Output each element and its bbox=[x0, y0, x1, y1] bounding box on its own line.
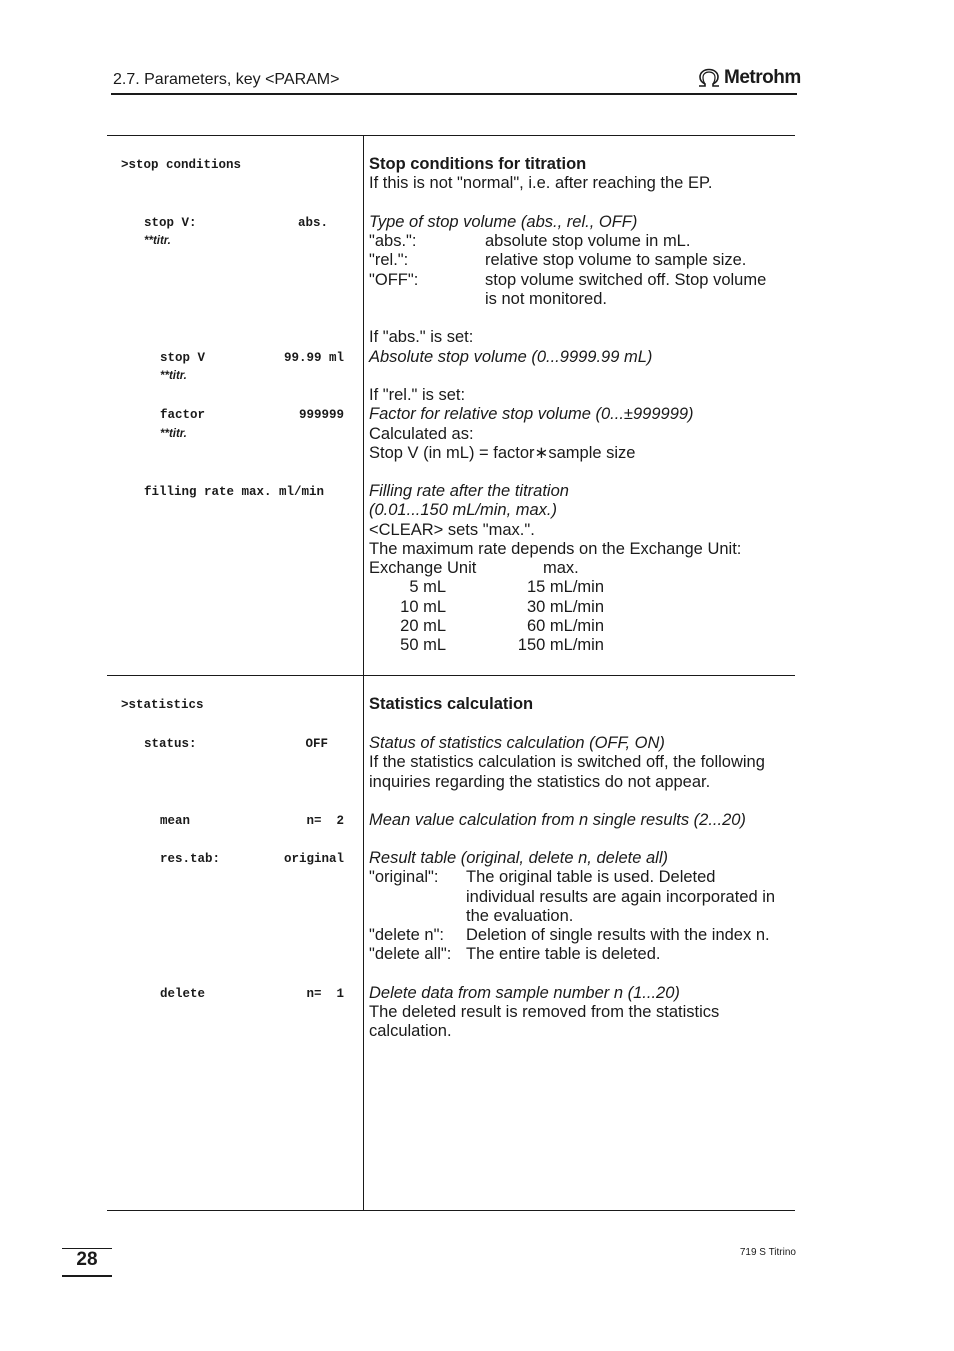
stop-type-line: Type of stop volume (abs., rel., OFF) bbox=[369, 213, 638, 231]
stats-delete-line: Delete data from sample number n (1...20) bbox=[369, 984, 680, 1002]
stats-delete-text: calculation. bbox=[369, 1022, 452, 1040]
section-title: 2.7. Parameters, key <PARAM> bbox=[113, 71, 340, 88]
rel-range: Factor for relative stop volume (0...±999999) bbox=[369, 405, 694, 423]
option-value: absolute stop volume in mL. bbox=[485, 232, 691, 250]
calc-as: Calculated as: bbox=[369, 425, 474, 443]
status-label: status: bbox=[144, 737, 197, 751]
titr-note: **titr. bbox=[160, 370, 187, 382]
calc-formula: Stop V (in mL) = factor∗sample size bbox=[369, 444, 636, 462]
mean-label: mean bbox=[160, 814, 191, 828]
option-key: "delete n": bbox=[369, 926, 445, 944]
table-cell-unit: 20 mL bbox=[400, 617, 446, 635]
restab-label: res.tab: bbox=[160, 852, 221, 866]
page-number: 28 bbox=[76, 1249, 98, 1270]
filling-rate-label: filling rate max. ml/min bbox=[144, 485, 325, 499]
delete-value: n= 1 bbox=[306, 987, 344, 1001]
header-rule bbox=[111, 93, 797, 95]
omega-icon bbox=[697, 68, 721, 88]
table-head-max: max. bbox=[543, 559, 579, 577]
option-value: the evaluation. bbox=[466, 907, 574, 925]
fill-depends: The maximum rate depends on the Exchange Unit: bbox=[369, 540, 742, 558]
option-key: "original": bbox=[369, 868, 439, 886]
option-value: stop volume switched off. Stop volume bbox=[485, 271, 767, 289]
option-key: "OFF": bbox=[369, 271, 419, 289]
table-bottom-rule bbox=[107, 1210, 795, 1211]
option-value: The entire table is deleted. bbox=[466, 945, 661, 963]
stats-restab-line: Result table (original, delete n, delete all) bbox=[369, 849, 669, 867]
page-number-rule bbox=[62, 1275, 112, 1277]
brand-logo bbox=[697, 67, 801, 89]
brand-name: Metrohm bbox=[724, 67, 801, 88]
stop-v-label: stop V: bbox=[144, 216, 197, 230]
table-head-unit: Exchange Unit bbox=[369, 559, 477, 577]
table-cell-max: 60 mL/min bbox=[526, 617, 604, 635]
table-cell-max: 15 mL/min bbox=[526, 578, 604, 596]
fill-clear: <CLEAR> sets "max.". bbox=[369, 521, 535, 539]
stats-status-text: inquiries regarding the statistics do not appear. bbox=[369, 773, 711, 791]
stats-status-line: Status of statistics calculation (OFF, ON) bbox=[369, 734, 665, 752]
mean-value: n= 2 bbox=[306, 814, 344, 828]
table-cell-max: 150 mL/min bbox=[517, 636, 604, 654]
fill-title: Filling rate after the titration bbox=[369, 482, 569, 500]
delete-label: delete bbox=[160, 987, 206, 1001]
table-cell-max: 30 mL/min bbox=[526, 598, 604, 616]
stop-v-abs-label: stop V bbox=[160, 351, 206, 365]
titr-note: **titr. bbox=[160, 428, 187, 440]
fill-range: (0.01...150 mL/min, max.) bbox=[369, 501, 557, 519]
stop-intro: If this is not "normal", i.e. after reaching the EP. bbox=[369, 174, 713, 192]
option-key: "abs.": bbox=[369, 232, 417, 250]
option-value: The original table is used. Deleted bbox=[466, 868, 716, 886]
rel-if: If "rel." is set: bbox=[369, 386, 466, 404]
section-divider bbox=[107, 675, 795, 676]
stats-delete-text: The deleted result is removed from the statistics bbox=[369, 1003, 720, 1021]
option-key: "delete all": bbox=[369, 945, 452, 963]
titr-note: **titr. bbox=[144, 235, 171, 247]
abs-range: Absolute stop volume (0...9999.99 mL) bbox=[369, 348, 653, 366]
column-divider bbox=[363, 135, 364, 1211]
table-cell-unit: 10 mL bbox=[400, 598, 446, 616]
option-value: is not monitored. bbox=[485, 290, 607, 308]
display-heading-stop: >stop conditions bbox=[121, 158, 242, 172]
stop-title: Stop conditions for titration bbox=[369, 155, 587, 173]
display-heading-statistics: >statistics bbox=[121, 698, 204, 712]
stats-status-text: If the statistics calculation is switched off, the following bbox=[369, 753, 765, 771]
option-value: individual results are again incorporated in bbox=[466, 888, 776, 906]
abs-if: If "abs." is set: bbox=[369, 328, 474, 346]
stats-title: Statistics calculation bbox=[369, 695, 534, 713]
factor-value: 999999 bbox=[298, 408, 344, 422]
option-key: "rel.": bbox=[369, 251, 409, 269]
status-value: OFF bbox=[305, 737, 328, 751]
table-cell-unit: 5 mL bbox=[409, 578, 446, 596]
stats-mean-line: Mean value calculation from n single results (2...20) bbox=[369, 811, 746, 829]
stop-v-value: abs. bbox=[297, 216, 328, 230]
restab-value: original bbox=[283, 852, 344, 866]
option-value: Deletion of single results with the index n. bbox=[466, 926, 770, 944]
option-value: relative stop volume to sample size. bbox=[485, 251, 747, 269]
product-name: 719 S Titrino bbox=[739, 1247, 796, 1258]
stop-v-abs-value: 99.99 ml bbox=[283, 351, 344, 365]
table-cell-unit: 50 mL bbox=[400, 636, 446, 654]
factor-label: factor bbox=[160, 408, 206, 422]
table-top-rule bbox=[107, 135, 795, 136]
